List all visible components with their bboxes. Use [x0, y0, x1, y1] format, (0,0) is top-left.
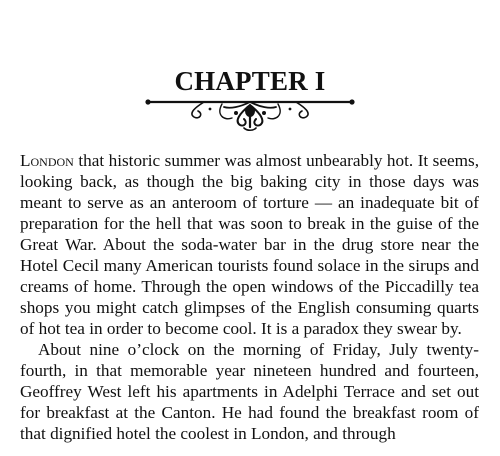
flourish-divider-icon [144, 95, 356, 135]
chapter-body [20, 150, 479, 444]
paragraph [20, 339, 479, 444]
chapter-title: CHAPTER I [174, 66, 326, 96]
paragraph-text: About nine o’clock on the morning of Friday, July twenty-fourth, in that memorable year nineteen hundred and fourteen, Geoffrey West left his apartments in Adelphi Terrace and set out for breakfast at the Canton. He had found the breakfast room of that dignified hotel the coolest in London, and through [20, 340, 479, 443]
paragraph [20, 150, 479, 339]
paragraph-text: that historic summer was almost unbearably hot. It seems, looking back, as though the big baking city in those days was meant to serve as an anteroom of torture — an inadequate bit of preparation for the hell that was soon to break in the guise of the Great War. About the soda-water bar in the drug store near the Hotel Cecil many American tourists found solace in the sirups and creams of home. Through the open windows of the Piccadilly tea shops you might catch glimpses of the English consuming quarts of hot tea in order to become cool. It is a paradox they swear by. [20, 151, 479, 338]
drop-lead-word: London [20, 151, 74, 170]
